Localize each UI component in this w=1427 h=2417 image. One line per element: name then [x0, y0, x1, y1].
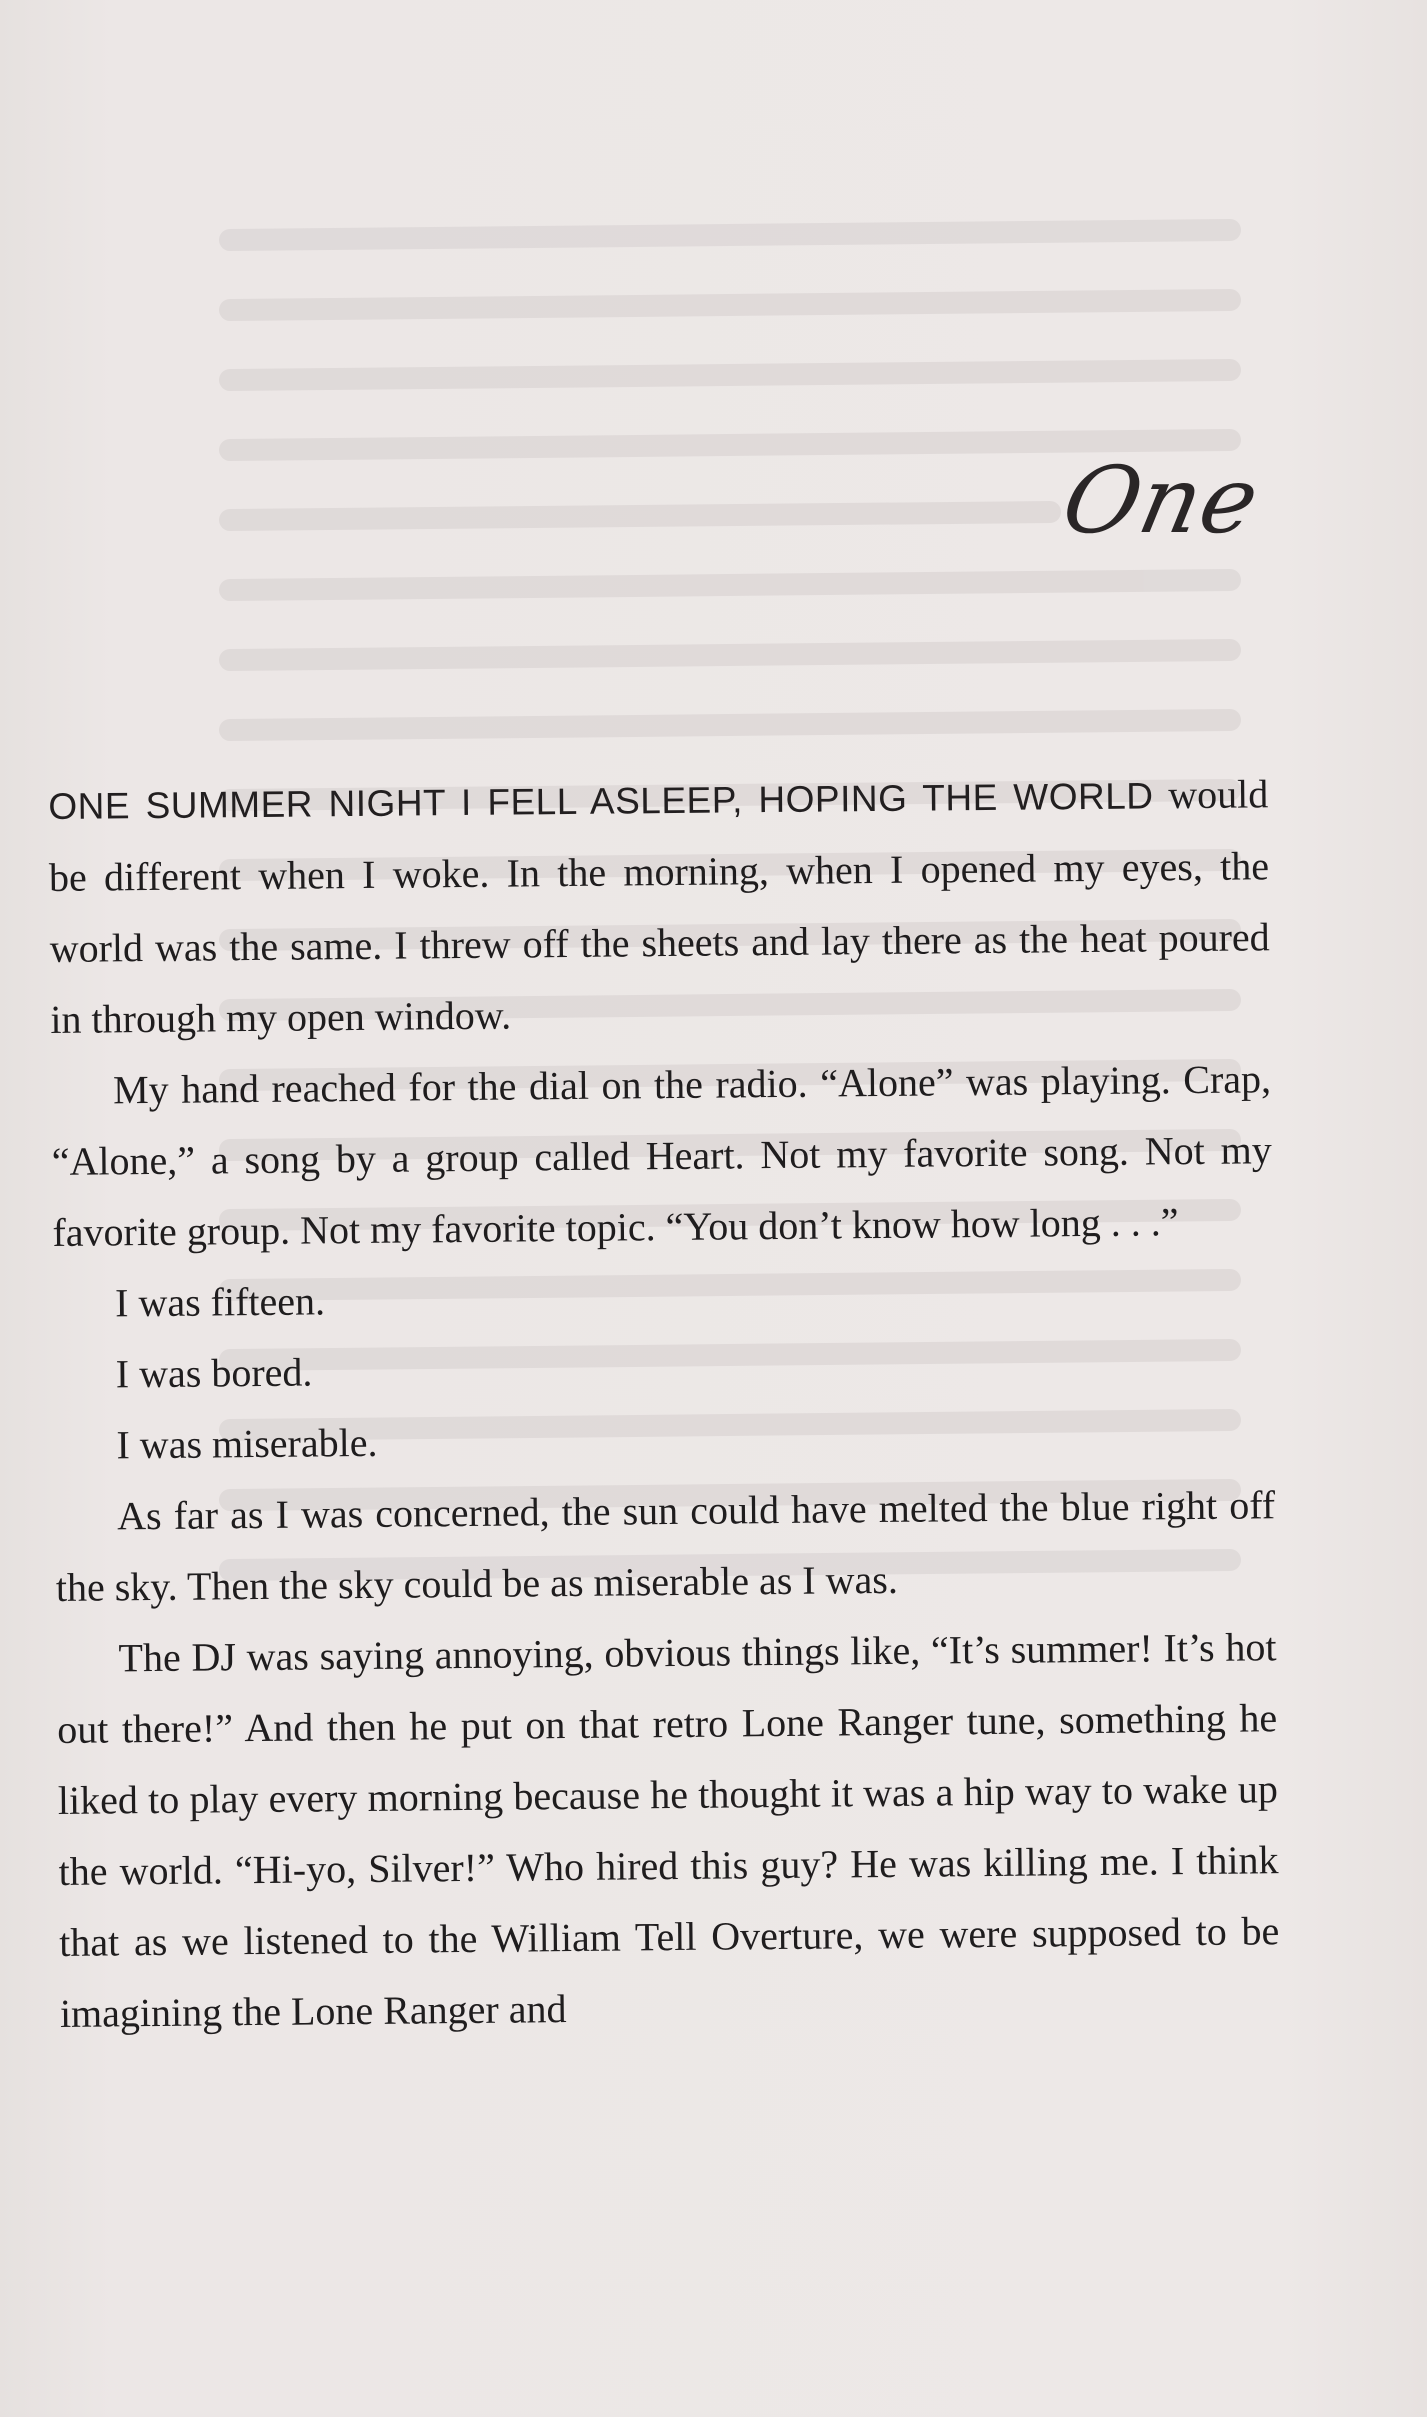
paragraph: I was bored.	[115, 1349, 313, 1397]
paragraph-opening	[48, 758, 1271, 1055]
paragraph: As far as I was concerned, the sun could have melted the blue right off the sky. Then the sky could be as miserable as I was.	[55, 1482, 1276, 1610]
paragraph: My hand reached for the dial on the radio. “Alone” was playing. Crap, “Alone,” a song by a group called Heart. Not my favorite song. Not my favorite group. Not my favorite topic. “You don’t know how long . . .”	[51, 1056, 1272, 1255]
chapter-title: One	[1053, 447, 1269, 554]
paragraph: I was miserable.	[116, 1419, 378, 1468]
chapter-text	[48, 758, 1280, 2049]
paragraph-text: would be different when I woke. In the morning, when I opened my eyes, the world was the same. I threw off the sheets and lay there as the heat poured in through my open window.	[48, 771, 1270, 1042]
lead-in-small-caps: ONE SUMMER NIGHT I FELL ASLEEP, HOPING THE WORLD	[48, 775, 1154, 827]
paragraph: I was fifteen.	[114, 1278, 326, 1326]
paragraph: The DJ was saying annoying, obvious things like, “It’s summer! It’s hot out there!” And then he put on that retro Lone Ranger tune, something he liked to play every morning because he thought it was a hip way to wake up the world. “Hi-yo, Silver!” Who hired this guy? He was killing me. I think that as we listened to the William Tell Overture, we were supposed to be imagining the Lone Ranger and	[56, 1624, 1280, 2036]
